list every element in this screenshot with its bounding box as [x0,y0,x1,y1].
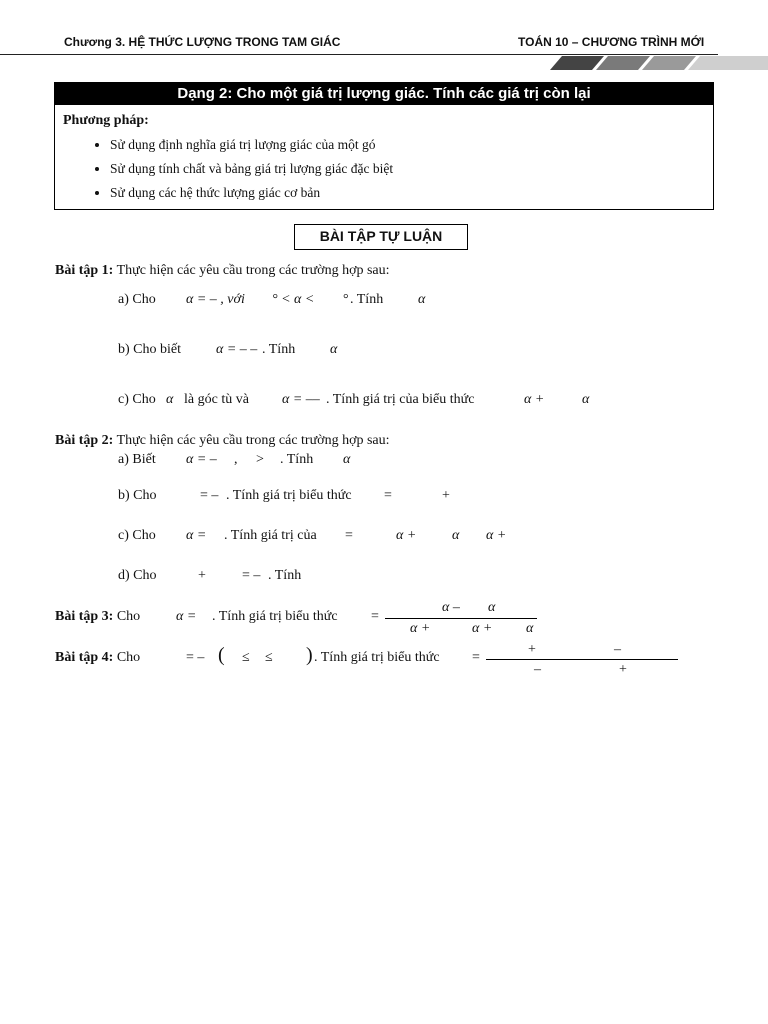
ex2-a-equation: α = – [186,452,217,467]
ex2-b-equals: = [384,488,392,503]
ex1-c-compute: . Tính giá trị của biểu thức [326,392,475,407]
ex2-b-plus: + [442,488,450,503]
ex4-fraction-bar [486,659,678,660]
ex1-a-compute: . Tính [350,292,384,307]
method-bullet: • Sử dụng các hệ thức lượng giác cơ bản [110,181,393,205]
exercise-3 [55,609,140,625]
exercise-1 [55,263,390,279]
ex2-a-alpha: α [343,452,351,467]
ex3-equation: α = [176,609,197,624]
ex1-a-inequality: ° < α < [272,292,315,307]
ex2-c-equals: = [345,528,353,543]
ex4-paren-open: ( [218,644,225,666]
ex1-b-equation: α = – – [216,342,258,357]
ex2-d-compute: . Tính [268,568,302,583]
ex3-compute: . Tính giá trị biểu thức [212,609,338,624]
ex2-c-compute: . Tính giá trị của [224,528,317,543]
ex3-numerator-b: α [488,600,496,615]
method-bullet: • Sử dụng tính chất và bảng giá trị lượng giác đặc biệt [110,157,393,181]
method-bullet: • Sử dụng định nghĩa giá trị lượng giác của một gó [110,133,393,157]
exercise-4-prefix: Cho [116,650,141,665]
exercise-1-intro: Thực hiện các yêu cầu trong các trường hợp sau: [116,263,390,278]
ex4-denominator-minus: – [534,662,541,677]
ex1-b-alpha: α [330,342,338,357]
ex2-b-prefix: b) Cho [118,488,157,503]
ex1-b-prefix: b) Cho biết [118,342,181,357]
exercise-3-prefix: Cho [116,609,141,624]
ex1-b-compute: . Tính [262,342,296,357]
ex1-c-alpha-plus: α + [524,392,545,407]
header-course-title: TOÁN 10 – CHƯƠNG TRÌNH MỚI [518,35,705,49]
ex4-le-1: ≤ [242,650,250,665]
ex2-c-alpha: α [452,528,460,543]
ex1-c-alpha-2: α [582,392,590,407]
ex4-equals: = [472,650,480,665]
ex2-a-compute: . Tính [280,452,314,467]
ex4-denominator-plus: + [619,662,627,677]
ex1-a-degree: ° [343,292,349,307]
ex1-c-alpha: α [166,392,174,407]
ex2-c-equation: α = [186,528,207,543]
ex3-equals: = [371,609,379,624]
ex2-b-compute: . Tính giá trị biểu thức [226,488,352,503]
method-box [54,82,714,210]
exercise-2-label: Bài tập 2: [55,433,114,448]
exercise-4-label: Bài tập 4: [55,650,114,665]
header-chapter-title: Chương 3. HỆ THỨC LƯỢNG TRONG TAM GIÁC [64,35,341,49]
header-stripes-decoration [550,56,768,70]
ex1-a-equation: α = – , với [186,292,245,307]
section-title: BÀI TẬP TỰ LUẬN [294,224,468,250]
ex3-denominator-b: α + [472,621,493,636]
ex1-a-prefix: a) Cho [118,292,156,307]
ex1-c-prefix: c) Cho [118,392,156,407]
ex1-a-alpha: α [418,292,426,307]
ex4-le-2: ≤ [265,650,273,665]
ex4-numerator-plus: + [528,642,536,657]
ex2-a-prefix: a) Biết [118,452,156,467]
ex2-c-alpha-plus: α + [396,528,417,543]
ex2-b-equation: = – [200,488,219,503]
header-divider [0,54,718,55]
ex2-c-alpha-plus-2: α + [486,528,507,543]
ex3-fraction-bar [385,618,537,619]
ex2-d-prefix: d) Cho [118,568,157,583]
method-bullet-list [55,133,393,205]
ex2-c-prefix: c) Cho [118,528,156,543]
ex2-a-comma: , [234,452,238,467]
ex1-c-condition: là góc tù và [184,392,249,407]
ex2-a-greater: > [256,452,264,467]
ex1-c-equation: α = –– [282,392,320,407]
ex4-numerator-minus: – [614,642,621,657]
ex4-paren-close: ) [306,644,313,666]
exercise-4 [55,650,140,666]
method-box-title: Dạng 2: Cho một giá trị lượng giác. Tính các giá trị còn lại [55,83,713,105]
exercise-2 [55,433,390,449]
ex3-denominator-a: α + [410,621,431,636]
exercise-3-label: Bài tập 3: [55,609,114,624]
exercise-1-label: Bài tập 1: [55,263,114,278]
ex2-d-equation: = – [242,568,261,583]
ex3-numerator-a: α – [442,600,460,615]
ex4-compute: . Tính giá trị biểu thức [314,650,440,665]
method-box-subtitle: Phương pháp: [63,113,149,128]
ex3-denominator-c: α [526,621,534,636]
ex4-equation: = – [186,650,205,665]
exercise-2-intro: Thực hiện các yêu cầu trong các trường hợp sau: [116,433,390,448]
ex2-d-plus: + [198,568,206,583]
